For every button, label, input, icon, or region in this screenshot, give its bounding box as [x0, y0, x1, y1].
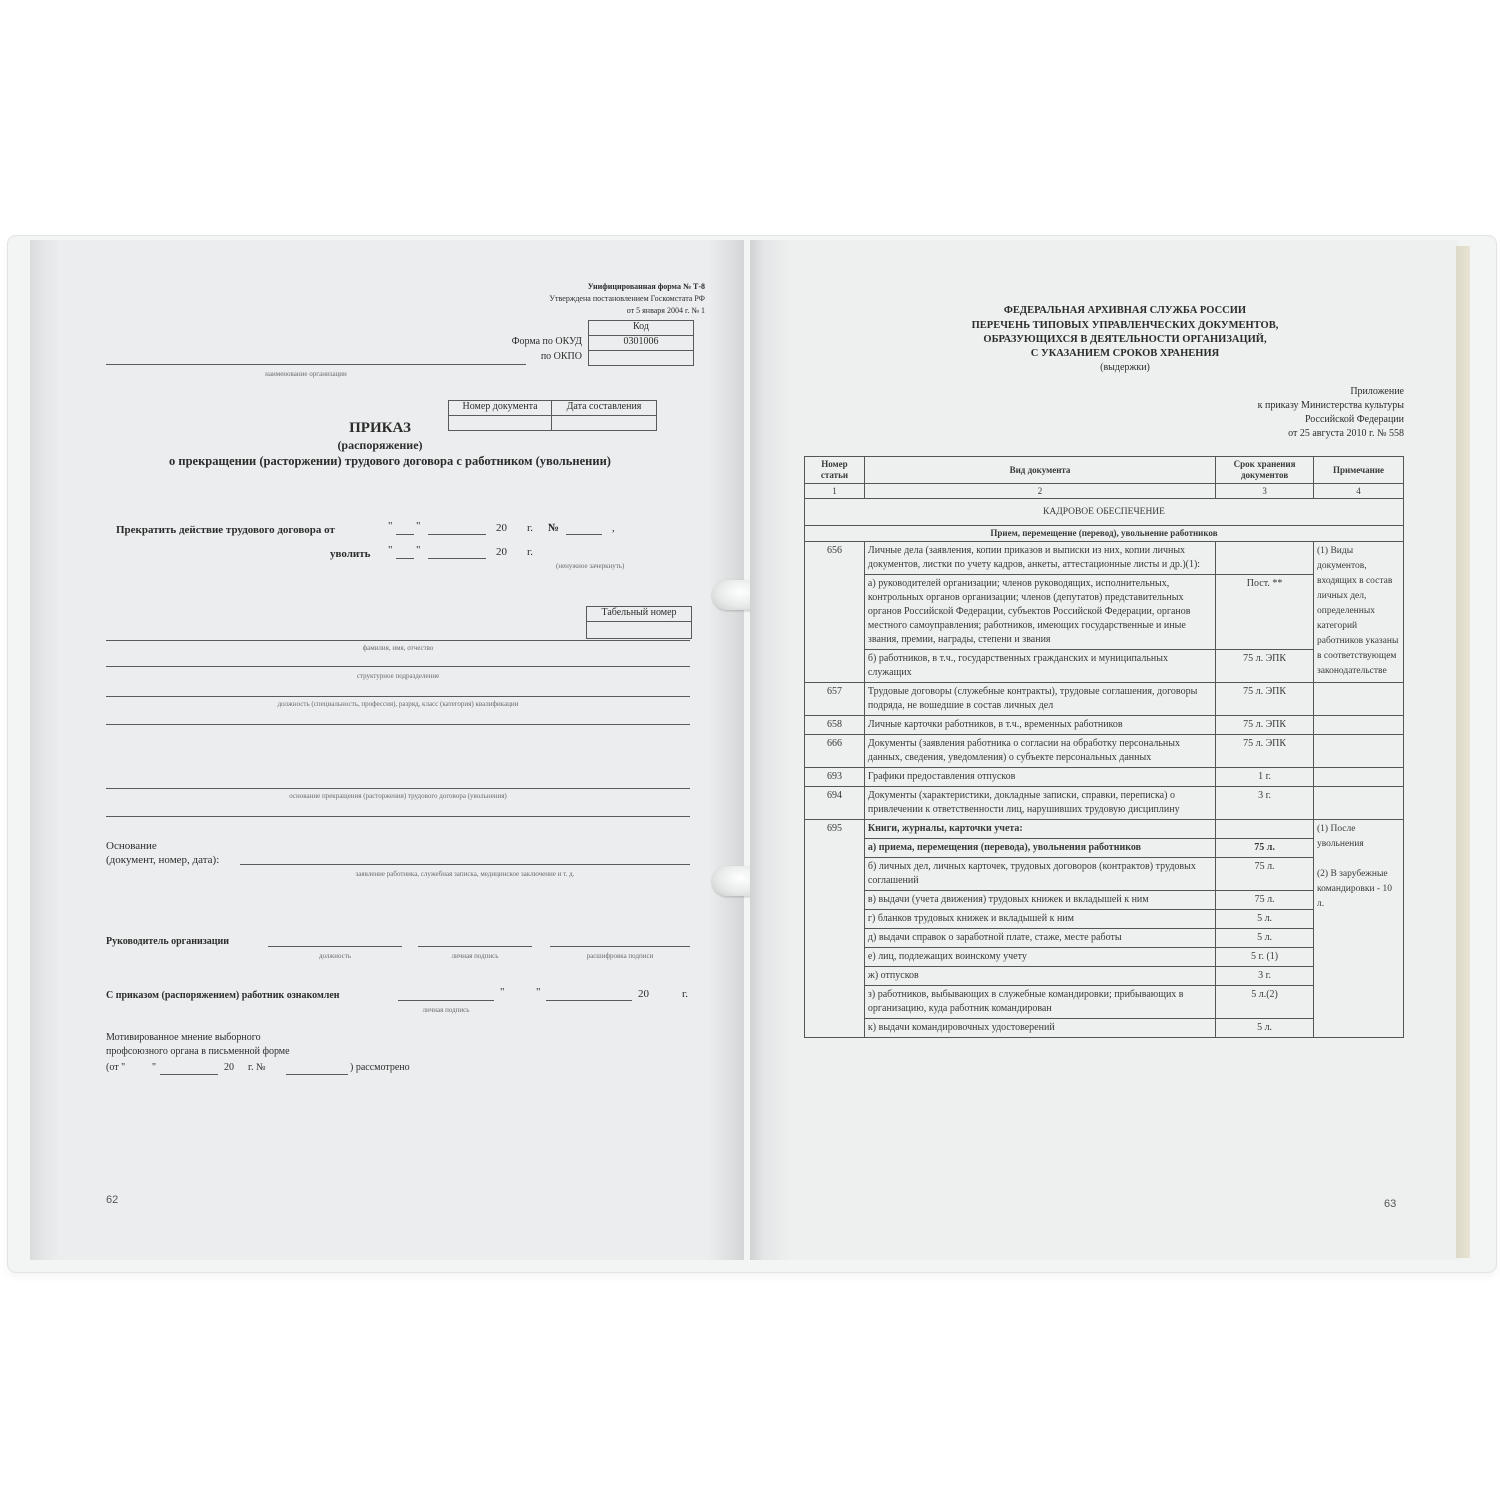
basis-label: Основание — [106, 840, 157, 852]
ack-quote-open: " — [500, 986, 505, 998]
day-line-1[interactable] — [396, 534, 414, 535]
doc-date-header: Дата составления — [551, 400, 657, 416]
doc-number-cell — [448, 415, 552, 431]
table-row-658 — [805, 716, 1404, 735]
doc-number-header: Номер документа — [448, 400, 552, 416]
quote-close-1: " — [416, 520, 421, 532]
header-kind: Вид документа — [864, 457, 1215, 484]
row-656a-text: а) руководителей организации; членов руководящих, исполнительных, контрольных органов организации; членов (депутатов) представительных органов Российской Федерации, субъектов Российской Федерации, органов местного самоуправления; работников, имеющих государственные и иные звания, премии, награды, степени и звания — [864, 575, 1215, 650]
row-695e-text: д) выдачи справок о заработной плате, стаже, месте работы — [864, 929, 1215, 948]
month-line-1[interactable] — [428, 534, 486, 535]
subsection-title: Прием, перемещение (перевод), увольнение работников — [805, 526, 1404, 542]
row-658-term: 75 л. ЭПК — [1216, 716, 1314, 735]
row-657-text: Трудовые договоры (служебные контракты), трудовые соглашения, договоры подряда, не вошедшие в состав личных дел — [864, 683, 1215, 716]
unit-line[interactable] — [106, 666, 690, 667]
row-656b-text: б) работников, в т.ч., государственных гражданских и муниципальных служащих — [864, 650, 1215, 683]
col-num-3: 3 — [1216, 484, 1314, 499]
row-695e-term: 5 л. — [1216, 929, 1314, 948]
row-695f-text: е) лиц, подлежащих воинскому учету — [864, 948, 1215, 967]
order-title: ПРИКАЗ — [349, 420, 411, 436]
row-694-term: 3 г. — [1216, 787, 1314, 820]
row-695d-term: 5 л. — [1216, 910, 1314, 929]
g-label-1: г. — [527, 522, 534, 534]
row-695a-term: 75 л. — [1216, 839, 1314, 858]
fio-caption: фамилия, имя, отчество — [362, 644, 434, 652]
col-num-2: 2 — [864, 484, 1215, 499]
terminate-label: Прекратить действие трудового договора от — [116, 524, 335, 536]
position-line-2[interactable] — [106, 724, 690, 725]
okud-value-cell: 0301006 — [588, 335, 694, 351]
row-695-num: 695 — [805, 820, 865, 1038]
row-658-note — [1314, 716, 1404, 735]
ack-year-label: 20 — [638, 988, 649, 1000]
row-693-note — [1314, 768, 1404, 787]
opinion-quote-close: " — [152, 1062, 157, 1073]
row-656-text: Личные дела (заявления, копии приказов и выписки из них, копии личных документов, листки по учету кадров, анкеты, аттестационные листы и др.)(1): — [864, 542, 1215, 575]
table-row-666 — [805, 735, 1404, 768]
col-num-4: 4 — [1314, 484, 1404, 499]
okpo-label: по ОКПО — [540, 351, 582, 362]
ack-quote-close: " — [536, 986, 541, 998]
header-num: Номер статьи — [805, 457, 865, 484]
appendix-line2: к приказу Министерства культуры — [1257, 400, 1404, 411]
header-term: Срок хранения документов — [1216, 457, 1314, 484]
row-666-text: Документы (заявления работника о согласии на обработку персональных данных, сведения, уведомления) о субъекте персональных данных — [864, 735, 1215, 768]
section-title: КАДРОВОЕ ОБЕСПЕЧЕНИЕ — [805, 499, 1404, 526]
num-sign-1: № — [548, 522, 560, 534]
opinion-number-line[interactable] — [286, 1074, 348, 1075]
row-695c-text: в) выдачи (учета движения) трудовых книжек и вкладышей к ним — [864, 891, 1215, 910]
basis-line[interactable] — [240, 864, 690, 865]
table-header-row — [805, 457, 1404, 484]
row-695h-text: з) работников, выбывающих в служебные командировки; прибывающих в организацию, куда работник командирован — [864, 986, 1215, 1019]
row-694-num: 694 — [805, 787, 865, 820]
quote-open-2: " — [388, 544, 393, 556]
right-page — [750, 240, 1458, 1260]
row-695f-term: 5 г. (1) — [1216, 948, 1314, 967]
org-caption: наименование организации — [265, 370, 347, 378]
unit-caption: структурное подразделение — [356, 672, 440, 680]
row-694-note — [1314, 787, 1404, 820]
org-name-line — [106, 364, 526, 365]
left-page — [30, 240, 744, 1260]
row-695c-term: 75 л. — [1216, 891, 1314, 910]
table-row-693 — [805, 768, 1404, 787]
order-heading: о прекращении (расторжении) трудового договора с работником (увольнении) — [169, 454, 611, 468]
grounds-line-2[interactable] — [106, 816, 690, 817]
quote-close-2: " — [416, 544, 421, 556]
order-subtitle: (распоряжение) — [337, 438, 423, 452]
grounds-caption: основание прекращения (расторжения) трудового договора (увольнения) — [289, 792, 507, 800]
ack-month-line[interactable] — [546, 1000, 632, 1001]
head-position-line[interactable] — [268, 946, 402, 947]
col-num-1: 1 — [805, 484, 865, 499]
row-666-term: 75 л. ЭПК — [1216, 735, 1314, 768]
year-label-2: 20 — [496, 546, 507, 558]
row-695h-term: 5 л.(2) — [1216, 986, 1314, 1019]
page-number-right: 63 — [1384, 1198, 1397, 1210]
form-header-line3: от 5 января 2004 г. № 1 — [626, 306, 705, 315]
head-signature-line[interactable] — [418, 946, 532, 947]
opinion-reviewed: ) рассмотрено — [350, 1062, 410, 1073]
page-number-left: 62 — [106, 1194, 119, 1206]
row-656a-term: Пост. ** — [1216, 575, 1314, 650]
row-693-num: 693 — [805, 768, 865, 787]
appendix-line1: Приложение — [1350, 386, 1404, 397]
basis-sub-label: (документ, номер, дата): — [106, 854, 220, 866]
contract-number-line[interactable] — [566, 534, 602, 535]
row-666-note — [1314, 735, 1404, 768]
quote-open-1: " — [388, 520, 393, 532]
page-edge-strip — [1456, 246, 1470, 1258]
position-line[interactable] — [106, 696, 690, 697]
head-cap-position: должность — [318, 952, 352, 960]
subsection-row — [805, 526, 1404, 542]
okud-label: Форма по ОКУД — [511, 336, 582, 347]
ack-label: С приказом (распоряжением) работник ознакомлен — [106, 990, 340, 1001]
appendix-line4: от 25 августа 2010 г. № 558 — [1288, 428, 1404, 439]
dismiss-label: уволить — [330, 548, 371, 560]
archive-title5: (выдержки) — [1100, 362, 1150, 373]
row-694-text: Документы (характеристики, докладные записки, справки, переписка) о привлечении к ответственности лиц, нарушивших трудовую дисциплину — [864, 787, 1215, 820]
row-695d-text: г) бланков трудовых книжек и вкладышей к ним — [864, 910, 1215, 929]
comma-1: , — [612, 522, 615, 534]
day-line-2[interactable] — [396, 558, 414, 559]
form-header-line2: Утверждена постановлением Госкомстата РФ — [549, 294, 705, 303]
archive-title3: ОБРАЗУЮЩИХСЯ В ДЕЯТЕЛЬНОСТИ ОРГАНИЗАЦИЙ, — [983, 334, 1267, 345]
basis-caption: заявление работника, служебная записка, медицинское заключение и т. д. — [355, 870, 575, 878]
row-657-term: 75 л. ЭПК — [1216, 683, 1314, 716]
ack-caption: личная подпись — [422, 1006, 470, 1014]
row-695b-term: 75 л. — [1216, 858, 1314, 891]
head-cap-signature: личная подпись — [451, 952, 499, 960]
row-695g-term: 3 г. — [1216, 967, 1314, 986]
column-numbers-row — [805, 484, 1404, 499]
row-656-term — [1216, 542, 1314, 575]
opinion-line1: Мотивированное мнение выборного — [106, 1032, 261, 1043]
month-line-2[interactable] — [428, 558, 486, 559]
opinion-month-line[interactable] — [160, 1074, 218, 1075]
row-695-note: (1) После увольнения (2) В зарубежные командировки - 10 л. — [1314, 820, 1404, 1038]
open-binder-book — [8, 232, 1496, 1278]
head-name-line[interactable] — [550, 946, 690, 947]
table-row-694 — [805, 787, 1404, 820]
header-note: Примечание — [1314, 457, 1404, 484]
section-row — [805, 499, 1404, 526]
ack-signature-line[interactable] — [398, 1000, 494, 1001]
row-693-text: Графики предоставления отпусков — [864, 768, 1215, 787]
head-label: Руководитель организации — [106, 936, 230, 947]
doc-date-cell — [551, 415, 657, 431]
tabel-header-cell: Табельный номер — [586, 606, 692, 622]
row-695-text: Книги, журналы, карточки учета: — [864, 820, 1215, 839]
row-695b-text: б) личных дел, личных карточек, трудовых договоров (контрактов) трудовых соглашений — [864, 858, 1215, 891]
archive-title2: ПЕРЕЧЕНЬ ТИПОВЫХ УПРАВЛЕНЧЕСКИХ ДОКУМЕНТОВ, — [971, 320, 1279, 331]
ack-g-label: г. — [682, 988, 689, 1000]
opinion-g-num: г. № — [248, 1062, 266, 1073]
fio-line[interactable] — [106, 640, 690, 641]
row-656b-term: 75 л. ЭПК — [1216, 650, 1314, 683]
row-657-num: 657 — [805, 683, 865, 716]
tabel-value-cell — [586, 621, 692, 639]
row-666-num: 666 — [805, 735, 865, 768]
appendix-line3: Российской Федерации — [1304, 414, 1404, 425]
opinion-from: (от " — [106, 1062, 126, 1073]
form-header-line1: Унифицированная форма № Т-8 — [587, 282, 705, 291]
row-658-text: Личные карточки работников, в т.ч., временных работников — [864, 716, 1215, 735]
row-656-note: (1) Виды документов, входящих в состав личных дел, определенных категорий работников указаны в соответствующем законодательстве — [1314, 542, 1404, 683]
retention-table — [804, 456, 1404, 1038]
grounds-line[interactable] — [106, 788, 690, 789]
archive-title4: С УКАЗАНИЕМ СРОКОВ ХРАНЕНИЯ — [1030, 348, 1220, 359]
head-cap-name: расшифровка подписи — [586, 952, 654, 960]
okpo-value-cell — [588, 350, 694, 366]
opinion-year: 20 — [224, 1062, 234, 1073]
row-658-num: 658 — [805, 716, 865, 735]
row-695i-term: 5 л. — [1216, 1019, 1314, 1038]
row-656-num: 656 — [805, 542, 865, 683]
table-row-695 — [805, 820, 1404, 839]
row-695g-text: ж) отпусков — [864, 967, 1215, 986]
row-695-term — [1216, 820, 1314, 839]
year-label-1: 20 — [496, 522, 507, 534]
archive-title1: ФЕДЕРАЛЬНАЯ АРХИВНАЯ СЛУЖБА РОССИИ — [1003, 305, 1247, 316]
opinion-line2: профсоюзного органа в письменной форме — [106, 1046, 290, 1057]
table-row-657 — [805, 683, 1404, 716]
row-695a-text: а) приема, перемещения (перевода), увольнения работников — [864, 839, 1215, 858]
row-657-note — [1314, 683, 1404, 716]
table-row-656 — [805, 542, 1404, 575]
row-695i-text: к) выдачи командировочных удостоверений — [864, 1019, 1215, 1038]
g-label-2: г. — [527, 546, 534, 558]
kod-header-cell: Код — [588, 320, 694, 336]
position-caption: должность (специальность, профессия), разряд, класс (категория) квалификации — [277, 700, 519, 708]
row-693-term: 1 г. — [1216, 768, 1314, 787]
unneeded-caption: (ненужное зачеркнуть) — [556, 562, 625, 570]
